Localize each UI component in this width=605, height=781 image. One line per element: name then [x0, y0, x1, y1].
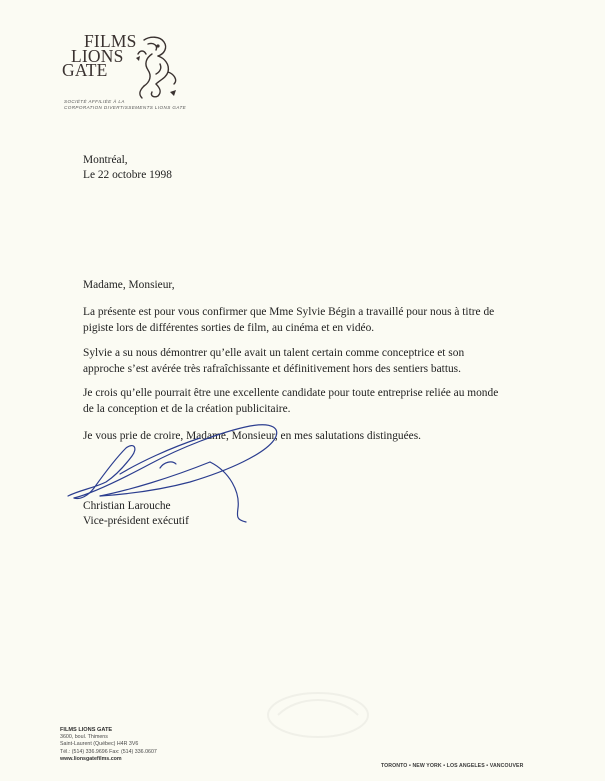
logo-subtitle-line-2: CORPORATION DIVERTISSEMENTS LIONS GATE	[64, 104, 187, 110]
footer-website: www.lionsgatefilms.com	[60, 755, 122, 762]
paragraph-line: de la conception et de la création publicitaire.	[83, 403, 291, 416]
logo-subtitle-line-1: SOCIÉTÉ AFFILIÉE À LA	[64, 99, 125, 104]
logo-wordmark	[62, 31, 137, 80]
letter-date: Le 22 octobre 1998	[83, 169, 172, 181]
signer-title: Vice-président exécutif	[83, 515, 189, 527]
letter-salutation: Madame, Monsieur,	[83, 279, 175, 291]
letter-paragraph-2	[83, 345, 533, 378]
lion-icon	[130, 34, 182, 104]
logo-line-lions: LIONS	[71, 45, 124, 66]
paragraph-line: La présente est pour vous confirmer que Mme Sylvie Bégin a travaillé pour nous à titre de	[83, 306, 495, 318]
paragraph-line: pigiste lors de différentes sorties de film, au cinéma et en vidéo.	[83, 322, 375, 335]
logo-subtitle	[64, 99, 186, 110]
footer-address-line-1: 3600, boul. Thimens	[60, 734, 108, 741]
signer-name: Christian Larouche	[83, 500, 171, 512]
logo-line-gate: GATE	[62, 60, 108, 80]
watermark-logo-icon	[258, 685, 378, 745]
logo-line-films: FILMS	[84, 31, 137, 51]
footer-address	[60, 727, 157, 763]
paragraph-line: approche s’est avérée très rafraîchissante et définitivement hors des sentiers battus.	[83, 363, 461, 376]
footer-company: FILMS LIONS GATE	[60, 727, 113, 733]
paragraph-line: Je crois qu’elle pourrait être une excellente candidate pour toute entreprise reliée au monde	[83, 387, 499, 399]
paragraph-line: Sylvie a su nous démontrer qu’elle avait un talent certain comme conceptrice et son	[83, 347, 465, 359]
paragraph-line: Je vous prie de croire, Madame, Monsieur, en mes salutations distinguées.	[83, 430, 422, 442]
footer-phone: Tél.: (514) 336.9696 Fax: (514) 336.0607	[60, 748, 157, 755]
letter-place: Montréal,	[83, 154, 128, 166]
letter-paragraph-1	[83, 304, 533, 337]
footer-address-line-2: Saint-Laurent (Québec) H4R 3V6	[60, 741, 139, 748]
footer-cities: TORONTO • NEW YORK • LOS ANGELES • VANCOUVER	[381, 763, 524, 769]
